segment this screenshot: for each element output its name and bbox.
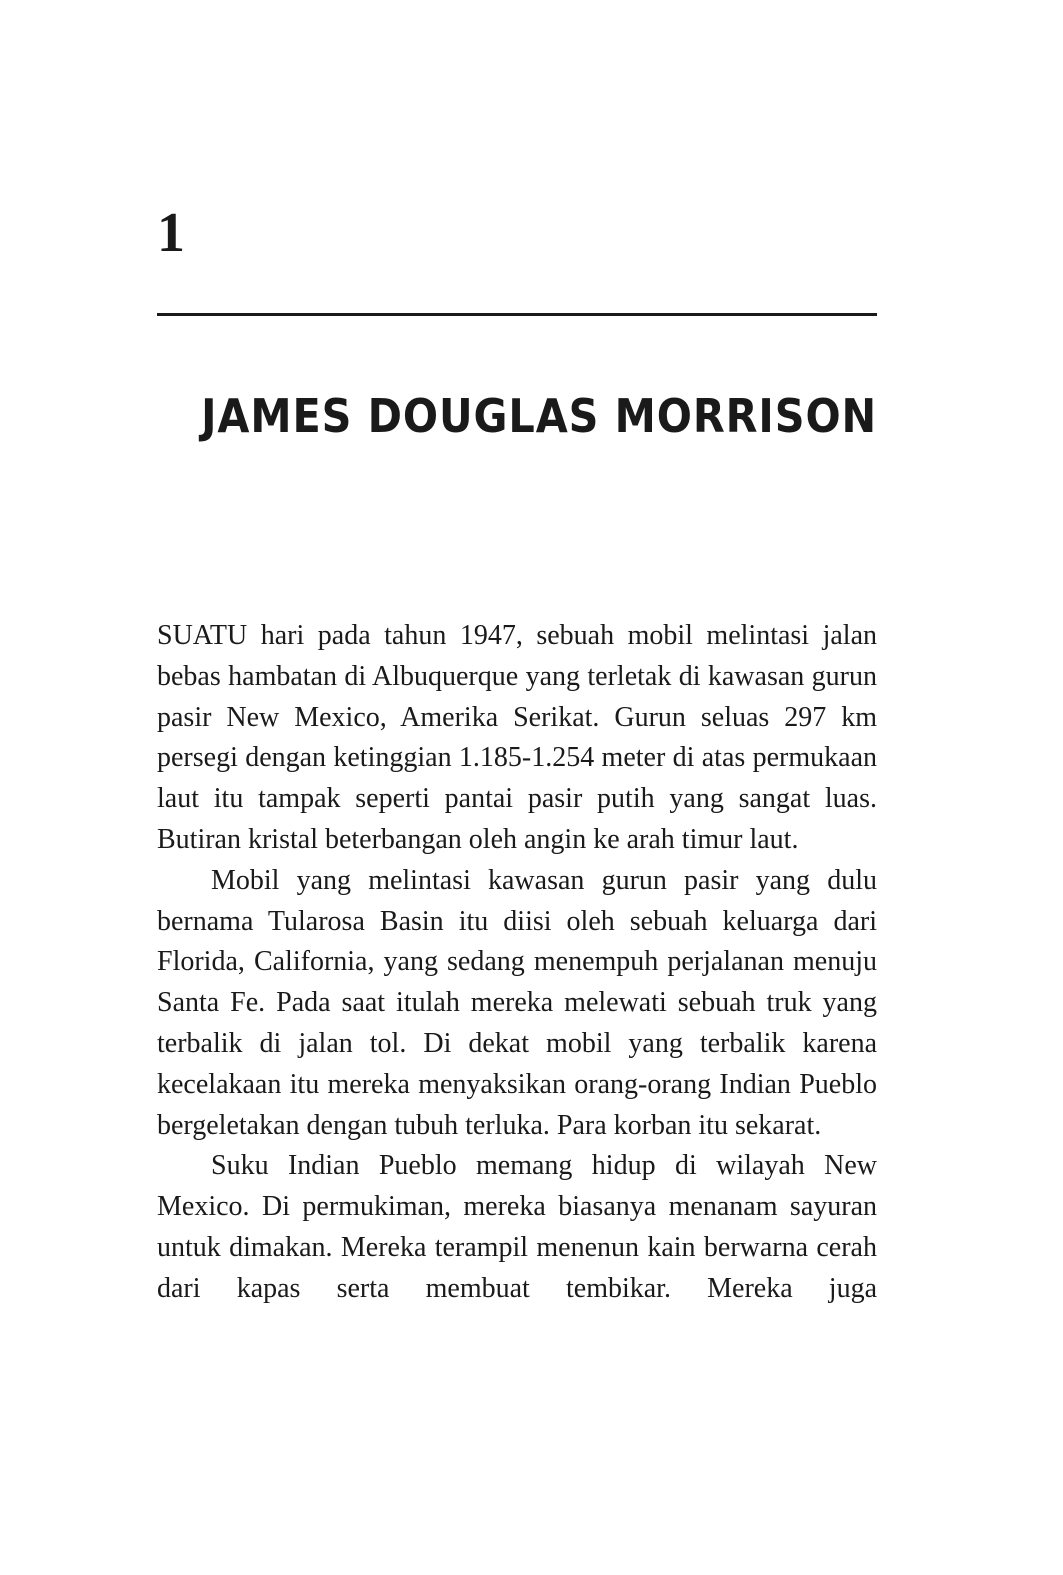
- chapter-body: [157, 616, 877, 1310]
- chapter-number: 1: [157, 202, 185, 264]
- chapter-title: JAMES DOUGLAS MORRISON: [201, 389, 877, 443]
- paragraph: Mobil yang melintasi kawasan gurun pasir yang dulu bernama Tularosa Basin itu diisi oleh sebuah keluarga dari Florida, California, yang sedang menempuh perjalanan menuju Santa Fe. Pada saat itulah mereka melewati sebuah truk yang terbalik di jalan tol. Di dekat mobil yang terbalik karena kecelakaan itu mereka menyaksikan orang-orang Indian Pueblo bergeletakan dengan tubuh terluka. Para korban itu sekarat.: [157, 864, 877, 1141]
- chapter-divider: [157, 313, 877, 316]
- paragraph: SUATU hari pada tahun 1947, sebuah mobil melintasi jalan bebas hambatan di Albuquerque yang terletak di kawasan gurun pasir New Mexico, Amerika Serikat. Gurun seluas 297 km persegi dengan ketinggian 1.185-1.254 meter di atas permukaan laut itu tampak seperti pantai pasir putih yang sangat luas. Butiran kristal beterbangan oleh angin ke arah timur laut.: [157, 620, 877, 855]
- paragraph: Suku Indian Pueblo memang hidup di wilayah New Mexico. Di permukiman, mereka biasanya menanam sayuran untuk dimakan. Mereka terampil menenun kain berwarna cerah dari kapas serta membuat tembikar. Mereka juga: [157, 1150, 877, 1304]
